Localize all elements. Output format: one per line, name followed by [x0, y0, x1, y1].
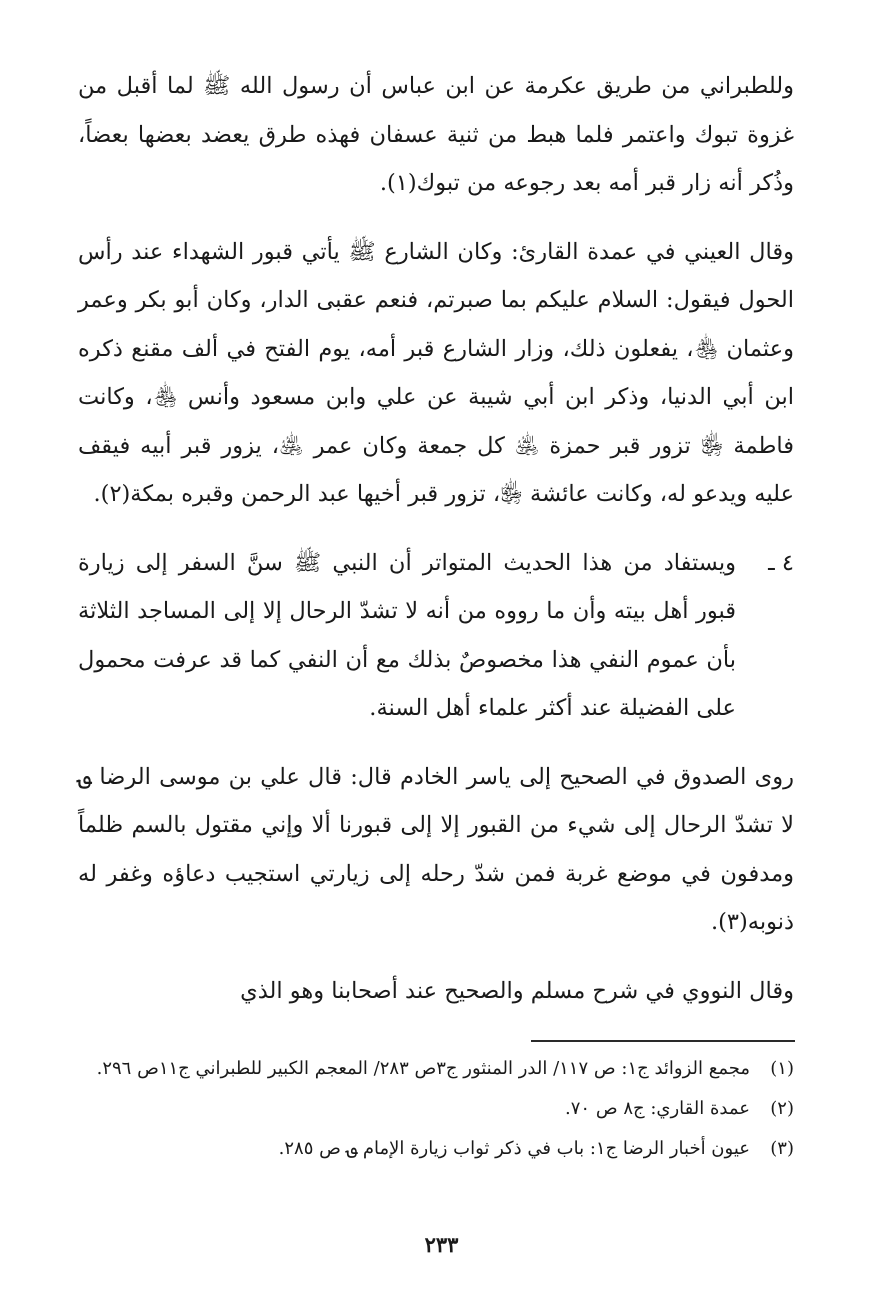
footnote-number: (٣)	[770, 1138, 794, 1159]
item-number: ٤ ـ	[768, 549, 794, 576]
footnote-text: مجمع الزوائد ج١: ص ١١٧/ الدر المنثور ج٣ص ٢٨٣/ المعجم الكبير للطبراني ج١١ص ٢٩٦.	[96, 1058, 750, 1079]
footnote-2	[78, 1092, 794, 1126]
paragraph-nawawi	[78, 967, 794, 1016]
paragraph-text: وقال النووي في شرح مسلم والصحيح عند أصحابنا وهو الذي	[240, 977, 794, 1004]
paragraph-text: وللطبراني من طريق عكرمة عن ابن عباس أن رسول الله ﷺ لما أقبل من غزوة تبوك واعتمر فلما هبط من ثنية عسفان فهذه طرق يعضد بعضها بعضاً، وذُكر أنه زار قبر أمه بعد رجوعه من تبوك(١).	[78, 73, 794, 196]
footnote-1	[78, 1052, 794, 1086]
footnote-text: عمدة القاري: ج٨ ص ٧٠.	[565, 1098, 750, 1119]
paragraph-text: روى الصدوق في الصحيح إلى ياسر الخادم قال: قال علي بن موسى الرضا ؈ لا تشدّ الرحال إلى شيء من القبور إلا إلى قبورنا ألا وإني مقتول بالسم ظلماً ومدفون في موضع غربة فمن شدّ رحله إلى زيارتي استجيب دعاؤه وغفر له ذنوبه(٣).	[78, 763, 794, 935]
footnote-text: عيون أخبار الرضا ج١: باب في ذكر ثواب زيارة الإمام ؈ ص ٢٨٥.	[278, 1138, 750, 1159]
paragraph-text: وقال العيني في عمدة القارئ: وكان الشارع ﷺ يأتي قبور الشهداء عند رأس الحول فيقول: السلام عليكم بما صبرتم، فنعم عقبى الدار، وكان أبو بكر وعمر وعثمان ﵃، يفعلون ذلك، وزار الشارع قبر أمه، يوم الفتح في ألف مقنع ذكره ابن أبي الدنيا، وذكر ابن أبي شيبة عن علي وابن مسعود وأنس ﵃، وكانت فاطمة ﵂ تزور قبر حمزة ﵁ كل جمعة وكان عمر ﵁، يزور قبر أبيه فيقف عليه ويدعو له، وكانت عائشة ﵂، تزور قبر أخيها عبد الرحمن وقبره بمكة(٢).	[78, 238, 794, 507]
paragraph-tabarani	[78, 62, 794, 208]
footnote-divider	[531, 1040, 795, 1042]
footnote-number: (٢)	[770, 1098, 794, 1119]
numbered-item-4	[78, 539, 794, 733]
footnote-number: (١)	[770, 1058, 794, 1079]
paragraph-aini	[78, 228, 794, 519]
footnotes	[78, 1052, 794, 1172]
paragraph-saduq	[78, 753, 794, 947]
page-number: ٢٣٣	[424, 1232, 459, 1257]
footnote-3	[78, 1132, 794, 1166]
page-body	[78, 62, 794, 1035]
item-text: ويستفاد من هذا الحديث المتواتر أن النبي ﷺ سنَّ السفر إلى زيارة قبور أهل بيته وأن ما رووه من أنه لا تشدّ الرحال إلا إلى المساجد الثلاثة بأن عموم النفي هذا مخصوصٌ بذلك مع أن النفي كما قد عرفت محمول على الفضيلة عند أكثر علماء أهل السنة.	[78, 549, 736, 721]
